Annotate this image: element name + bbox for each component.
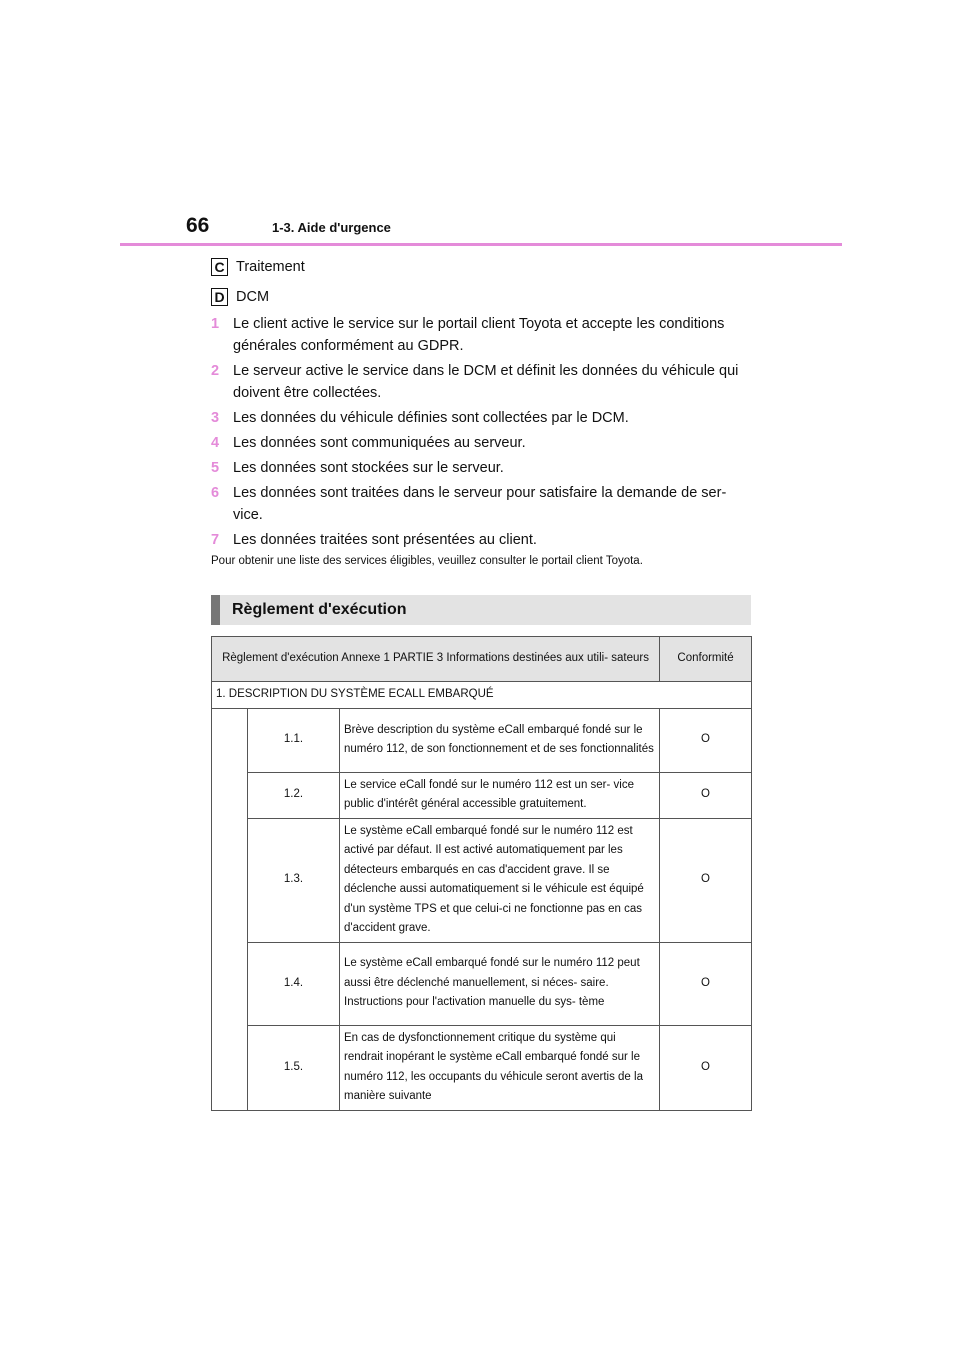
step-item bbox=[211, 529, 751, 551]
label-c-box: C bbox=[211, 258, 228, 276]
step-number: 3 bbox=[211, 410, 220, 426]
step-text: Les données sont communiquées au serveur. bbox=[233, 435, 526, 451]
step-list bbox=[211, 313, 751, 554]
step-text: Les données sont stockées sur le serveur. bbox=[233, 460, 504, 476]
row-description: Le service eCall fondé sur le numéro 112 est un ser- vice public d'intérêt général accessible gratuitement. bbox=[340, 772, 660, 818]
step-item bbox=[211, 432, 751, 454]
table-row bbox=[212, 772, 752, 818]
step-item bbox=[211, 360, 751, 404]
page-number: 66 bbox=[186, 214, 210, 237]
table-header-row bbox=[212, 637, 752, 682]
step-item bbox=[211, 457, 751, 479]
regulation-table bbox=[211, 636, 752, 1111]
step-number: 2 bbox=[211, 363, 220, 379]
row-number: 1.2. bbox=[248, 772, 340, 818]
row-conformity: O bbox=[660, 1025, 752, 1110]
label-d-text: DCM bbox=[236, 289, 270, 305]
row-number: 1.3. bbox=[248, 818, 340, 942]
table-section-row bbox=[212, 682, 752, 709]
row-conformity: O bbox=[660, 942, 752, 1025]
step-number: 4 bbox=[211, 435, 220, 451]
table-row bbox=[212, 818, 752, 942]
table-indent-cell bbox=[212, 708, 248, 1110]
row-description: Le système eCall embarqué fondé sur le numéro 112 est activé par défaut. Il est activé automatiquement par les détecteurs embarqués en cas d'accident grave. Il se déclenche aussi automatiquement si le véhicule est équipé d'un système TPS et que celui-ci ne fonctionne pas en cas d'accident grave. bbox=[340, 818, 660, 942]
portal-note: Pour obtenir une liste des services éligibles, veuillez consulter le portail client Toyota. bbox=[211, 555, 643, 567]
table-section-title: 1. DESCRIPTION DU SYSTÈME ECALL EMBARQUÉ bbox=[212, 682, 752, 709]
step-number: 5 bbox=[211, 460, 220, 476]
section-title: 1-3. Aide d'urgence bbox=[272, 220, 391, 235]
row-description: En cas de dysfonctionnement critique du système qui rendrait inopérant le système eCall embarqué fondé sur le numéro 112, les occupants du véhicule seront avertis de la manière suivante bbox=[340, 1025, 660, 1110]
step-number: 7 bbox=[211, 532, 220, 548]
row-conformity: O bbox=[660, 708, 752, 772]
step-text: Les données traitées sont présentées au client. bbox=[233, 532, 537, 548]
table-header-right: Conformité bbox=[660, 637, 752, 682]
row-conformity: O bbox=[660, 818, 752, 942]
table-row bbox=[212, 1025, 752, 1110]
step-item bbox=[211, 482, 751, 526]
step-text: Les données du véhicule définies sont collectées par le DCM. bbox=[233, 410, 629, 426]
step-text: Les données sont traitées dans le serveur pour satisfaire la demande de ser- vice. bbox=[233, 485, 727, 523]
label-d bbox=[211, 288, 269, 306]
step-number: 6 bbox=[211, 485, 220, 501]
step-number: 1 bbox=[211, 316, 220, 332]
label-c-text: Traitement bbox=[236, 259, 305, 275]
step-text: Le client active le service sur le portail client Toyota et accepte les conditions générales conformément au GDPR. bbox=[233, 316, 725, 354]
regulation-heading: Règlement d'exécution bbox=[211, 595, 751, 625]
step-item bbox=[211, 407, 751, 429]
row-number: 1.5. bbox=[248, 1025, 340, 1110]
step-item bbox=[211, 313, 751, 357]
row-description: Le système eCall embarqué fondé sur le numéro 112 peut aussi être déclenché manuellement, si néces- saire. Instructions pour l'activation manuelle du sys- tème bbox=[340, 942, 660, 1025]
row-conformity: O bbox=[660, 772, 752, 818]
row-number: 1.4. bbox=[248, 942, 340, 1025]
step-text: Le serveur active le service dans le DCM et définit les données du véhicule qui doivent être collectées. bbox=[233, 363, 739, 401]
label-c bbox=[211, 258, 305, 276]
table-row bbox=[212, 942, 752, 1025]
label-d-box: D bbox=[211, 288, 228, 306]
row-description: Brève description du système eCall embarqué fondé sur le numéro 112, de son fonctionnement et de ses fonctionnalités bbox=[340, 708, 660, 772]
row-number: 1.1. bbox=[248, 708, 340, 772]
table-header-left: Règlement d'exécution Annexe 1 PARTIE 3 Informations destinées aux utili- sateurs bbox=[212, 637, 660, 682]
header-rule bbox=[120, 243, 842, 246]
table-row bbox=[212, 708, 752, 772]
